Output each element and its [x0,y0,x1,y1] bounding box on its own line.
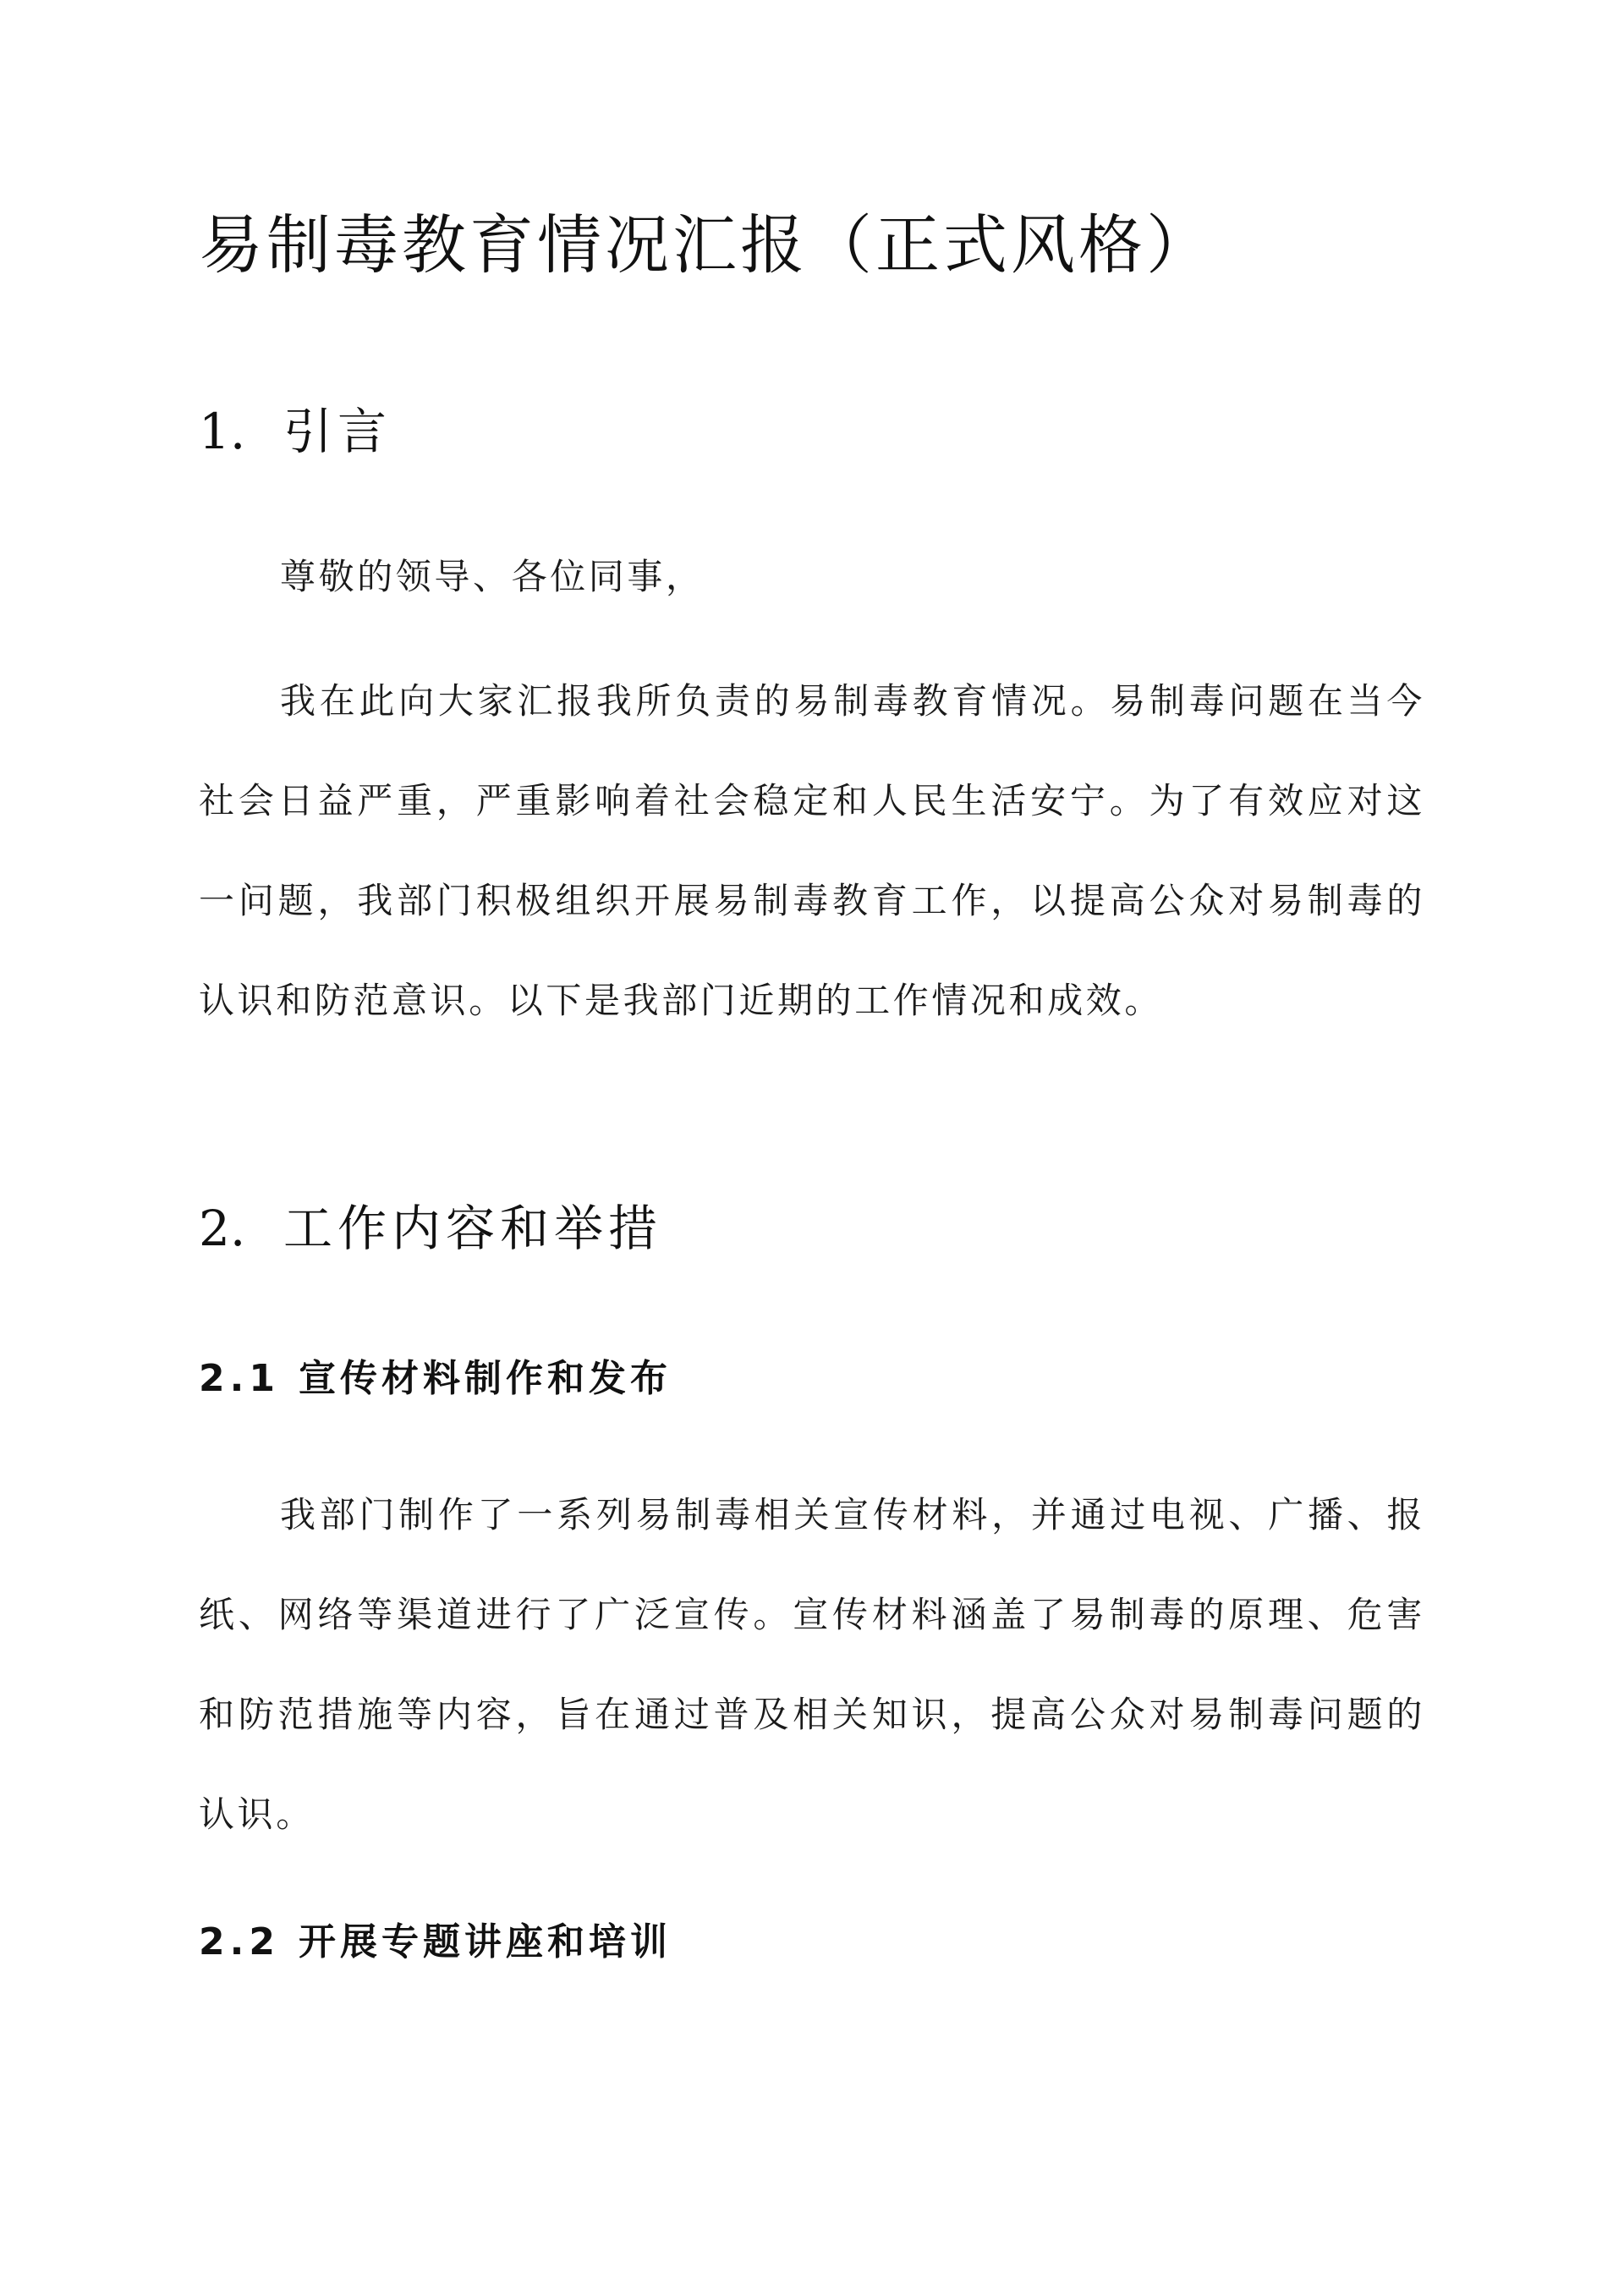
materials-paragraph: 我部门制作了一系列易制毒相关宣传材料，并通过电视、广播、报纸、网络等渠道进行了广泛宣传。宣传材料涵盖了易制毒的原理、危害和防范措施等内容，旨在通过普及相关知识，提高公众对易制毒问题的认识。 [199,1494,1425,1835]
subsection-title: 开展专题讲座和培训 [298,1920,672,1964]
section-number: 1. [199,403,246,460]
subsection-title: 宣传材料制作和发布 [298,1357,672,1400]
subsection-heading-lectures [199,1917,1425,1968]
subsection-heading-materials [199,1354,1425,1404]
subsection-number: 2.1 [199,1357,280,1400]
section-title: 工作内容和举措 [283,1200,663,1257]
subsection-number: 2.2 [199,1920,280,1964]
section-heading-work-content [199,1195,1425,1262]
section-number: 2. [199,1200,246,1257]
section-title: 引言 [283,403,392,460]
section-heading-introduction [199,398,1425,465]
salutation: 尊敬的领导、各位同事， [280,556,705,597]
document-title: 易制毒教育情况汇报（正式风格） [199,207,1214,283]
introduction-paragraph: 我在此向大家汇报我所负责的易制毒教育情况。易制毒问题在当今社会日益严重，严重影响着社会稳定和人民生活安宁。为了有效应对这一问题，我部门积极组织开展易制毒教育工作，以提高公众对易制毒的认识和防范意识。以下是我部门近期的工作情况和成效。 [199,680,1425,1021]
